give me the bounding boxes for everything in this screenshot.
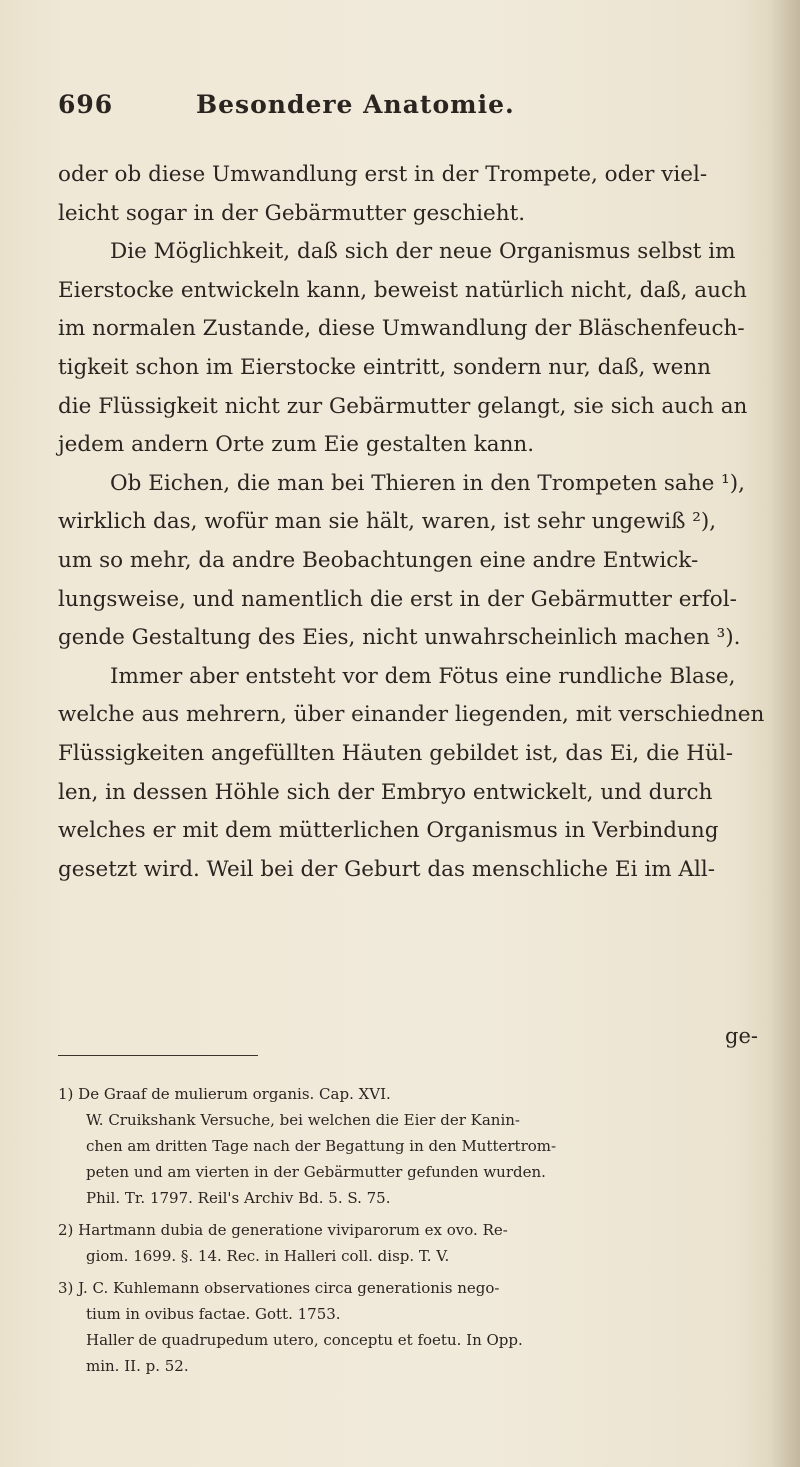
text-line: die Flüssigkeit nicht zur Gebärmutter gelangt, sie sich auch an — [58, 393, 748, 419]
footnote-line: min. II. p. 52. — [86, 1357, 189, 1375]
page-number: 696 — [58, 90, 114, 119]
text-line: oder ob diese Umwandlung erst in der Trompete, oder viel- — [58, 162, 708, 187]
footnote-rule — [58, 1055, 258, 1056]
text-line: leicht sogar in der Gebärmutter geschieht. — [58, 200, 526, 226]
page-header — [58, 90, 758, 130]
footnote-line: W. Cruikshank Versuche, bei welchen die Eier der Kanin- — [86, 1111, 520, 1129]
text-line: lungsweise, und namentlich die erst in der Gebärmutter erfol- — [58, 586, 737, 612]
footnote-line: tium in ovibus factae. Gott. 1753. — [86, 1305, 341, 1323]
text-line: Die Möglichkeit, daß sich der neue Organismus selbst im — [110, 239, 736, 265]
text-line: wirklich das, wofür man sie hält, waren, ist sehr ungewiß ²), — [58, 509, 717, 535]
footnote-line: 1) De Graaf de mulierum organis. Cap. XVI. — [58, 1085, 391, 1103]
text-line: gende Gestaltung des Eies, nicht unwahrscheinlich machen ³). — [58, 625, 741, 651]
text-line: len, in dessen Höhle sich der Embryo entwickelt, und durch — [58, 779, 713, 805]
body-text — [58, 156, 765, 889]
footnote-line: peten und am vierten in der Gebärmutter gefunden wurden. — [86, 1163, 546, 1181]
text-line: Eierstocke entwickeln kann, beweist natürlich nicht, daß, auch — [58, 277, 747, 303]
footnote-3 — [58, 1275, 758, 1379]
footnote-line: Phil. Tr. 1797. Reil's Archiv Bd. 5. S. 75. — [86, 1189, 391, 1207]
catchword: ge- — [725, 1024, 758, 1048]
page-edge-shadow — [770, 0, 800, 1467]
footnotes — [58, 1081, 758, 1385]
text-line: gesetzt wird. Weil bei der Geburt das menschliche Ei im All- — [58, 856, 715, 882]
text-line: welche aus mehrern, über einander liegenden, mit verschiednen — [58, 702, 765, 728]
running-head: Besondere Anatomie. — [196, 90, 515, 119]
footnote-line: chen am dritten Tage nach der Begattung in den Muttertrom- — [86, 1137, 557, 1155]
footnote-2 — [58, 1217, 758, 1269]
text-line: Immer aber entsteht vor dem Fötus eine rundliche Blase, — [110, 663, 736, 689]
text-line: um so mehr, da andre Beobachtungen eine andre Entwick- — [58, 547, 699, 573]
text-line: Ob Eichen, die man bei Thieren in den Trompeten sahe ¹), — [110, 470, 745, 496]
footnote-line: 2) Hartmann dubia de generatione viviparorum ex ovo. Re- — [58, 1221, 508, 1239]
text-line: tigkeit schon im Eierstocke eintritt, sondern nur, daß, wenn — [58, 354, 712, 380]
footnote-line: 3) J. C. Kuhlemann observationes circa generationis nego- — [58, 1279, 500, 1297]
text-line: welches er mit dem mütterlichen Organismus in Verbindung — [58, 818, 719, 844]
footnote-1 — [58, 1081, 758, 1211]
footnote-line: Haller de quadrupedum utero, conceptu et foetu. In Opp. — [86, 1331, 523, 1349]
text-line: jedem andern Orte zum Eie gestalten kann. — [58, 432, 535, 458]
text-line: Flüssigkeiten angefüllten Häuten gebildet ist, das Ei, die Hül- — [58, 740, 734, 766]
footnote-line: giom. 1699. §. 14. Rec. in Halleri coll. disp. T. V. — [86, 1247, 450, 1265]
text-line: im normalen Zustande, diese Umwandlung der Bläschenfeuch- — [58, 316, 745, 342]
